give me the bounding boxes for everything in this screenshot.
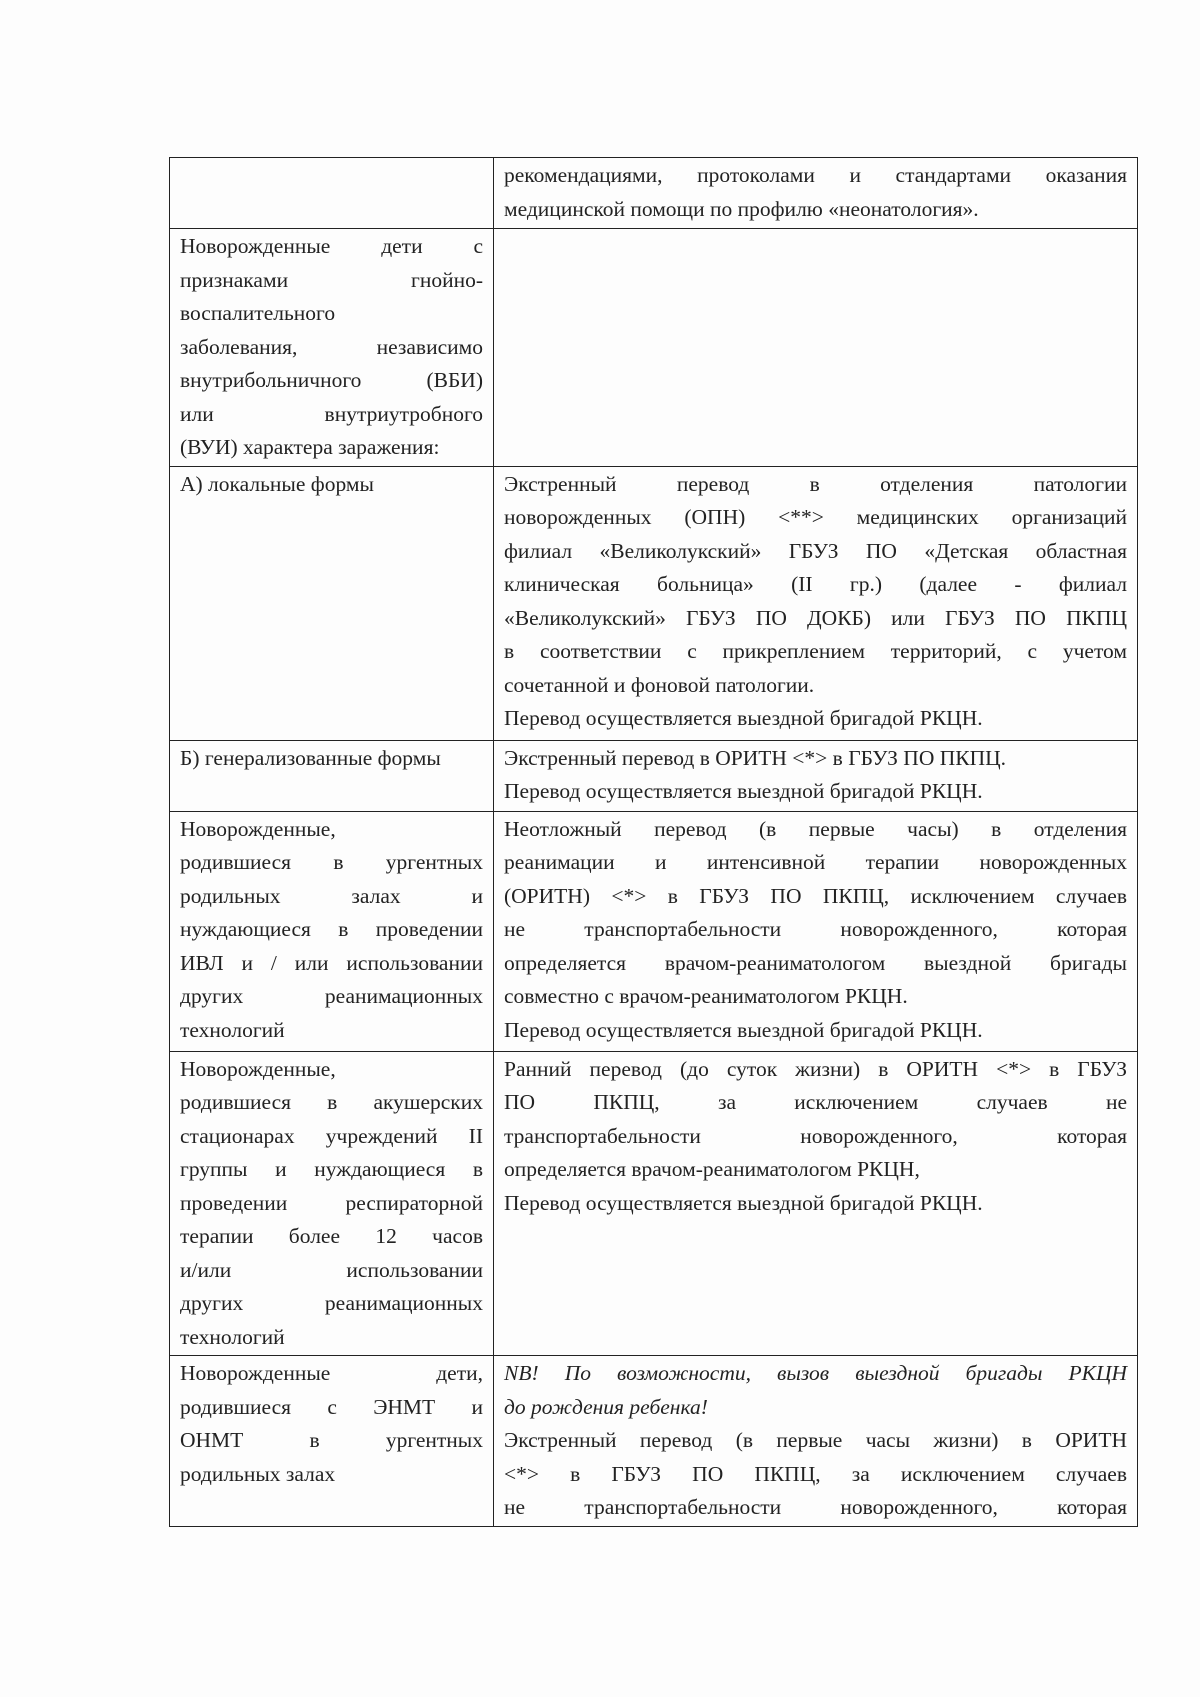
text-line: Новорожденные, xyxy=(180,816,336,841)
transfer-rule-cell xyxy=(494,740,1138,811)
text-line: в соответствии с прикреплением территорий, с учетом xyxy=(504,639,1127,663)
text-line: клиническая больница» (II гр.) (далее - филиал xyxy=(504,572,1127,596)
text-line: «Великолукский» ГБУЗ ПО ДОКБ) или ГБУЗ ПО ПКПЦ xyxy=(504,605,1127,630)
text-line: сочетанной и фоновой патологии. xyxy=(504,672,815,697)
patient-category-cell xyxy=(170,158,494,229)
text-line: Перевод осуществляется выездной бригадой РКЦН. xyxy=(504,779,983,803)
text-line: родильных залах xyxy=(180,1461,336,1486)
text-line: Перевод осуществляется выездной бригадой РКЦН. xyxy=(504,1190,983,1215)
text-line: до рождения ребенка! xyxy=(504,1394,708,1419)
text-line: ПО ПКПЦ, за исключением случаев не xyxy=(504,1090,1127,1114)
text-line: транспортабельности новорожденного, которая xyxy=(504,1123,1127,1148)
patient-category-cell xyxy=(170,740,494,811)
text-line: А) локальные формы xyxy=(180,471,374,496)
text-line: не транспортабельности новорожденного, которая xyxy=(504,917,1127,941)
text-line: реанимации и интенсивной терапии новорожденных xyxy=(504,850,1127,874)
text-line: NB! По возможности, вызов выездной бригады РКЦН xyxy=(504,1361,1127,1385)
text-line: Б) генерализованные формы xyxy=(180,745,441,770)
text-line: группы и нуждающиеся в xyxy=(180,1157,483,1181)
text-line: воспалительного xyxy=(180,301,336,325)
table-row xyxy=(170,740,1138,811)
text-line: других реанимационных xyxy=(180,984,483,1008)
text-line: рекомендациями, протоколами и стандартами оказания xyxy=(504,163,1127,187)
transfer-criteria-table xyxy=(169,157,1138,1527)
patient-category-cell xyxy=(170,1051,494,1356)
text-line: и/или использовании xyxy=(180,1257,483,1282)
transfer-rule-cell xyxy=(494,811,1138,1051)
text-line: стационарах учреждений II xyxy=(180,1123,483,1148)
table-row xyxy=(170,1051,1138,1356)
table-row xyxy=(170,1356,1138,1527)
table-body xyxy=(170,158,1138,1527)
text-line: ОНМТ в ургентных xyxy=(180,1428,483,1452)
text-line: Экстренный перевод в отделения патологии xyxy=(504,471,1127,496)
text-line: внутрибольничного (ВБИ) xyxy=(180,368,483,392)
text-line: определяется врачом-реаниматологом выездной бригады xyxy=(504,950,1127,975)
transfer-rule-cell xyxy=(494,1051,1138,1356)
patient-category-cell xyxy=(170,466,494,740)
text-line: терапии более 12 часов xyxy=(180,1224,483,1248)
patient-category-cell xyxy=(170,229,494,467)
transfer-rule-cell xyxy=(494,229,1138,467)
text-line: родившиеся в акушерских xyxy=(180,1090,483,1114)
table-row xyxy=(170,158,1138,229)
text-line: Перевод осуществляется выездной бригадой РКЦН. xyxy=(504,1017,983,1042)
text-line: новорожденных (ОПН) <**> медицинских организаций xyxy=(504,505,1127,529)
text-line: определяется врачом-реаниматологом РКЦН, xyxy=(504,1157,920,1181)
text-line: ИВЛ и / или использовании xyxy=(180,950,483,975)
table-row xyxy=(170,466,1138,740)
text-line: <*> в ГБУЗ ПО ПКПЦ, за исключением случаев xyxy=(504,1461,1127,1486)
text-line: не транспортабельности новорожденного, которая xyxy=(504,1495,1127,1519)
text-line: Перевод осуществляется выездной бригадой РКЦН. xyxy=(504,706,983,730)
table-row xyxy=(170,811,1138,1051)
transfer-rule-cell xyxy=(494,466,1138,740)
text-line: Экстренный перевод в ОРИТН <*> в ГБУЗ ПО ПКПЦ. xyxy=(504,745,1007,770)
text-line: заболевания, независимо xyxy=(180,334,483,359)
text-line: Новорожденные дети с xyxy=(180,234,483,258)
patient-category-cell xyxy=(170,1356,494,1527)
text-line: технологий xyxy=(180,1017,285,1042)
text-line: Новорожденные, xyxy=(180,1056,336,1081)
text-line: родившиеся в ургентных xyxy=(180,850,483,874)
transfer-rule-cell xyxy=(494,1356,1138,1527)
text-line: технологий xyxy=(180,1324,285,1349)
table-row xyxy=(170,229,1138,467)
text-line: признаками гнойно- xyxy=(180,267,483,292)
text-line: или внутриутробного xyxy=(180,401,483,426)
text-line: родившиеся с ЭНМТ и xyxy=(180,1394,483,1419)
text-line: (ОРИТН) <*> в ГБУЗ ПО ПКПЦ, исключением случаев xyxy=(504,883,1127,908)
text-line: других реанимационных xyxy=(180,1291,483,1315)
text-line: Неотложный перевод (в первые часы) в отделения xyxy=(504,816,1127,841)
text-line: медицинской помощи по профилю «неонатология». xyxy=(504,196,979,221)
text-line: (ВУИ) характера заражения: xyxy=(180,435,440,459)
text-line: нуждающиеся в проведении xyxy=(180,917,483,941)
text-line: Ранний перевод (до суток жизни) в ОРИТН <*> в ГБУЗ xyxy=(504,1056,1127,1081)
text-line: совместно с врачом-реаниматологом РКЦН. xyxy=(504,984,908,1008)
text-line: родильных залах и xyxy=(180,883,483,908)
text-line: филиал «Великолукский» ГБУЗ ПО «Детская областная xyxy=(504,538,1127,563)
text-line: проведении респираторной xyxy=(180,1190,483,1215)
text-line: Экстренный перевод (в первые часы жизни) в ОРИТН xyxy=(504,1428,1127,1452)
text-line: Новорожденные дети, xyxy=(180,1361,483,1385)
patient-category-cell xyxy=(170,811,494,1051)
transfer-rule-cell xyxy=(494,158,1138,229)
